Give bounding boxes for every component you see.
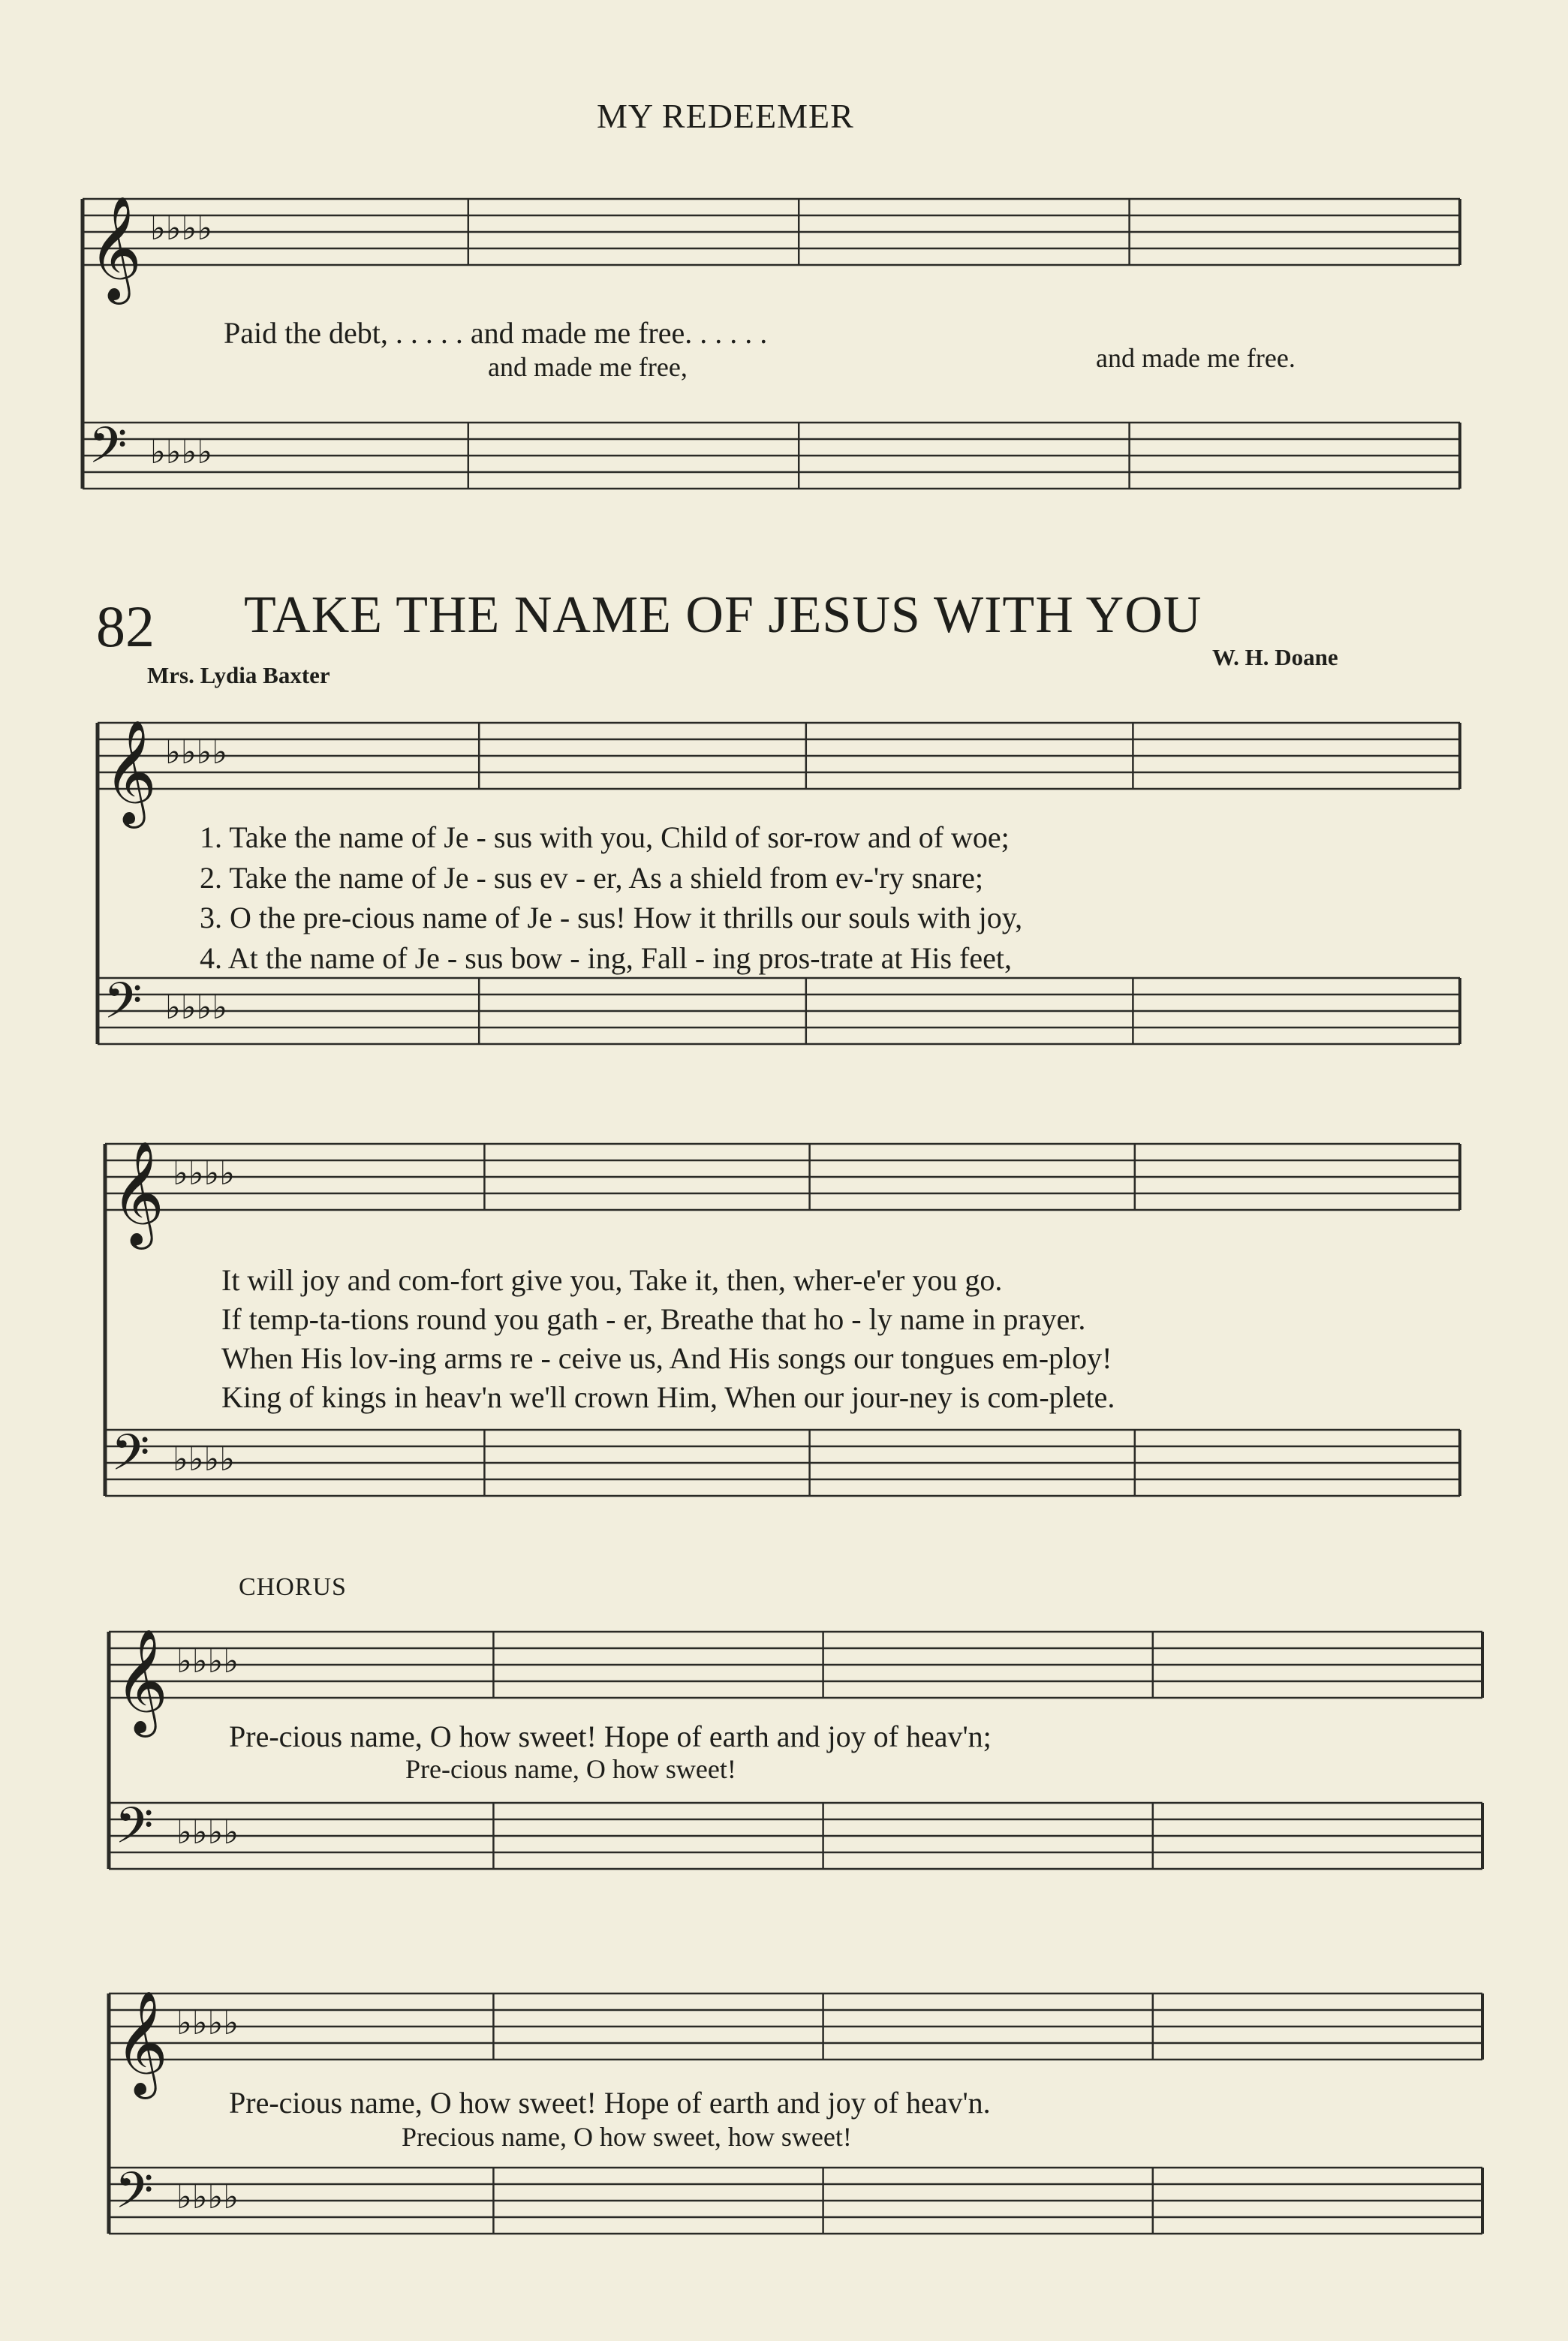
chorus-line-2-alto: Precious name, O how sweet, how sweet! — [402, 2122, 852, 2152]
verse-4-line-1: 4. At the name of Je - sus bow - ing, Fall - ing pros-trate at His feet, — [200, 941, 1012, 975]
bass-clef-icon: 𝄢 — [104, 972, 143, 1042]
verse-2-line-1: 2. Take the name of Je - sus ev - er, As a shield from ev-'ry snare; — [200, 861, 983, 895]
chorus-label: CHORUS — [239, 1573, 347, 1601]
chorus-line-1: Pre-cious name, O how sweet! Hope of earth and joy of heav'n; — [229, 1720, 992, 1753]
verse-4-line-2: King of kings in heav'n we'll crown Him, When our jour-ney is com-plete. — [221, 1380, 1115, 1414]
treble-clef-icon: 𝄞 — [89, 196, 142, 300]
previous-hymn-alto-lyrics-2: and made me free. — [1096, 343, 1296, 373]
flat-icon: ♭♭♭♭ — [165, 988, 228, 1027]
treble-clef-icon: 𝄞 — [115, 1990, 168, 2095]
flat-icon: ♭♭♭♭ — [150, 209, 213, 248]
verse-3-line-1: 3. O the pre-cious name of Je - sus! How it thrills our souls with joy, — [200, 901, 1023, 934]
treble-clef-icon: 𝄞 — [104, 720, 157, 824]
flat-icon: ♭♭♭♭ — [176, 1642, 239, 1681]
previous-hymn-title: MY REDEEMER — [597, 97, 854, 135]
verse-3-line-2: When His lov-ing arms re - ceive us, And His songs our tongues em-ploy! — [221, 1341, 1112, 1375]
flat-icon: ♭♭♭♭ — [176, 2004, 239, 2042]
verse-1-line-1: 1. Take the name of Je - sus with you, Child of sor-row and of woe; — [200, 820, 1010, 854]
bass-clef-icon: 𝄢 — [111, 1424, 150, 1494]
flat-icon: ♭♭♭♭ — [150, 433, 213, 471]
previous-hymn-alto-lyrics-1: and made me free, — [488, 352, 688, 382]
verse-2-line-2: If temp-ta-tions round you gath - er, Breathe that ho - ly name in prayer. — [221, 1302, 1086, 1336]
hymn-number: 82 — [96, 594, 155, 659]
treble-clef-icon: 𝄞 — [115, 1629, 168, 1733]
flat-icon: ♭♭♭♭ — [176, 2178, 239, 2216]
bass-clef-icon: 𝄢 — [115, 1797, 154, 1867]
hymn-title: TAKE THE NAME OF JESUS WITH YOU — [244, 586, 1202, 644]
lyricist-credit: Mrs. Lydia Baxter — [147, 662, 330, 688]
verse-1-line-2: It will joy and com-fort give you, Take it, then, wher-e'er you go. — [221, 1263, 1003, 1297]
composer-credit: W. H. Doane — [1212, 644, 1338, 670]
flat-icon: ♭♭♭♭ — [165, 733, 228, 772]
chorus-line-2: Pre-cious name, O how sweet! Hope of earth and joy of heav'n. — [229, 2086, 991, 2120]
flat-icon: ♭♭♭♭ — [173, 1154, 236, 1193]
chorus-line-1-alto: Pre-cious name, O how sweet! — [405, 1754, 736, 1784]
treble-clef-icon: 𝄞 — [111, 1141, 164, 1245]
flat-icon: ♭♭♭♭ — [173, 1440, 236, 1479]
bass-clef-icon: 𝄢 — [115, 2162, 154, 2231]
previous-hymn-lyrics: Paid the debt, . . . . . and made me free. . . . . . — [224, 316, 768, 350]
flat-icon: ♭♭♭♭ — [176, 1813, 239, 1852]
bass-clef-icon: 𝄢 — [89, 417, 128, 486]
